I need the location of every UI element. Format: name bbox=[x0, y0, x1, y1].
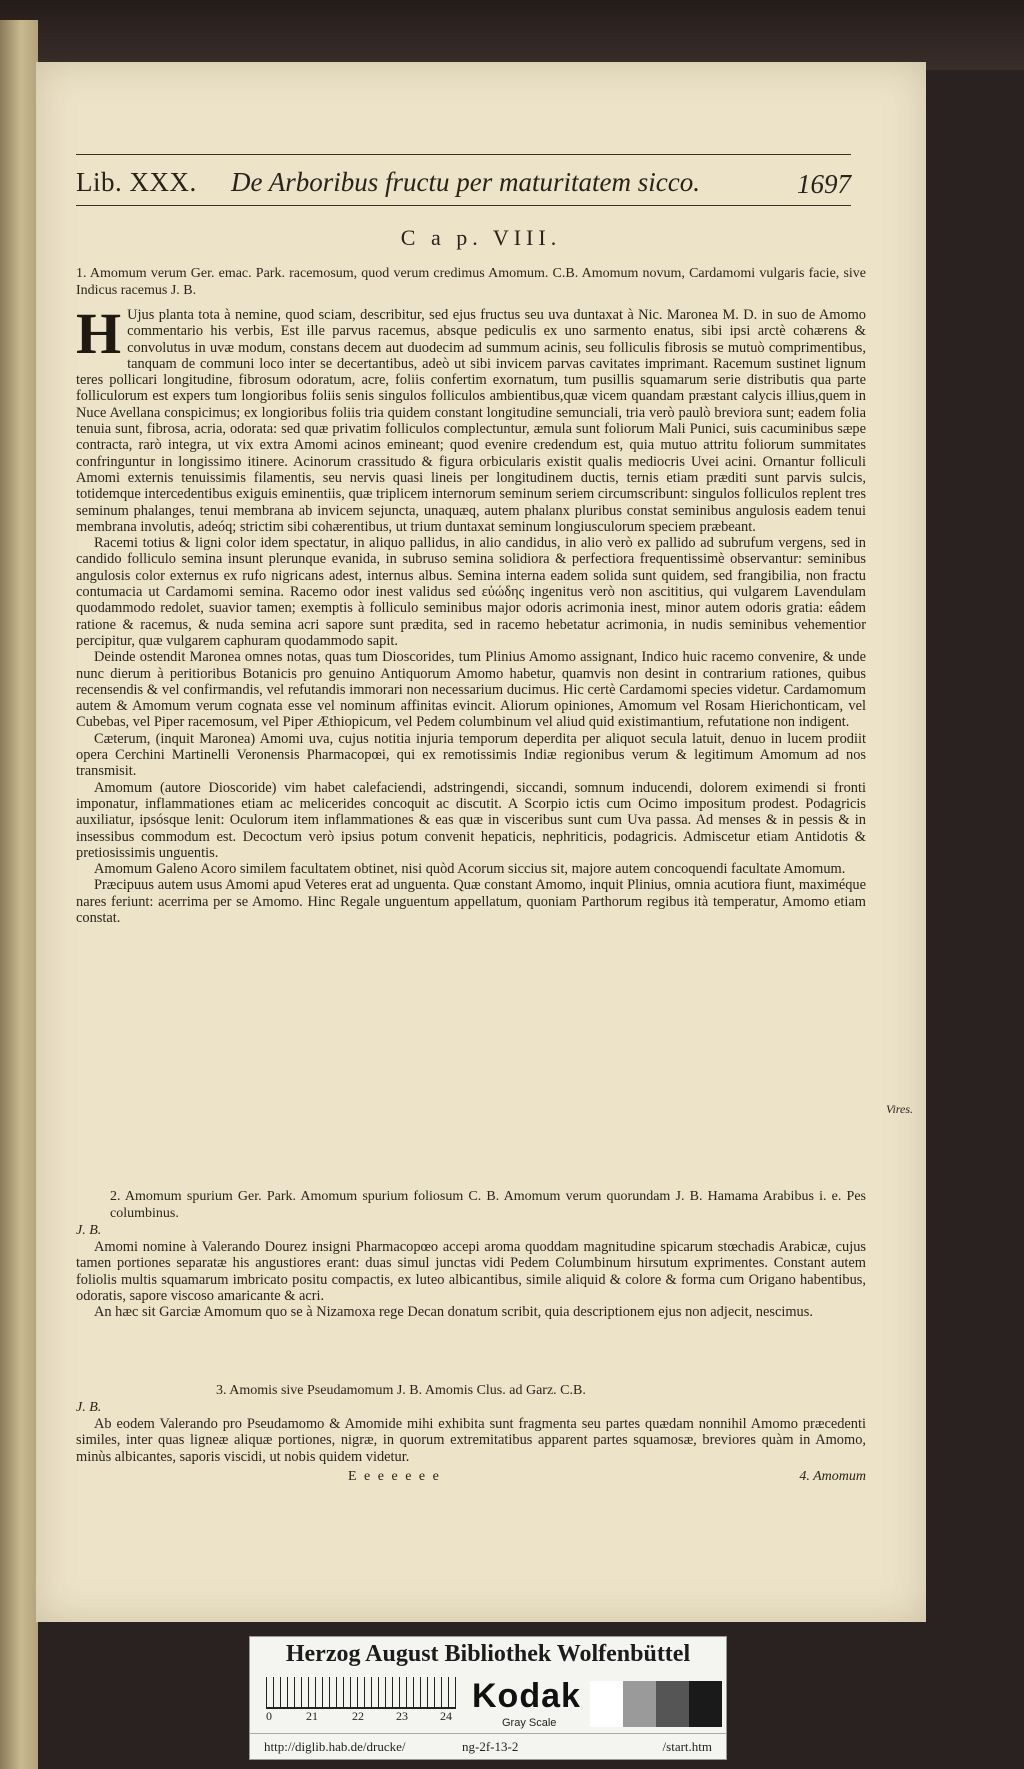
book-number: Lib. XXX. bbox=[76, 167, 197, 197]
ruler-number: 0 bbox=[266, 1709, 272, 1723]
library-color-card bbox=[249, 1636, 727, 1760]
running-title: De Arboribus fructu per maturitatem sicco. bbox=[231, 167, 700, 197]
chapter-heading: C a p. VIII. bbox=[400, 225, 562, 250]
section-1-paragraph-1: H Ujus planta tota à nemine, quod sciam, describitur, sed ejus fructus seu uva duntaxat à Nic. Maronea M. D. in suo de Amomo commentario his verbis, Est ille parvus racemus, absque pediculis ex uno sarmento enatus, sibi ipsi arctè cohærens & convolutus in uvæ modum, constans decem aut duodecim ad summum acinis, seu folliculis fibrosis se mutuò comprimentibus, tanquam de communi loco inter se decertantibus, adeò ut sibi invicem parvas cavitates imprimant. Racemum sustinet lignum teres pollicari longitudine, fibrosum odoratum, acre, foliis confertim exornatum, tum pusillis squamarum serie distributis qua parte folliculorum est expers tum longioribus foliis senis singulos folliculos ambientibus,quæ vicem quandam præstant calycis illius,quem in Nuce Avellana conspicimus; ex longioribus foliis tria quidem constant longitudine semunciali, tria verò paulò breviora sunt; eadem folia tenuia sunt, fibrosa, acria, odorata: sed quæ privatim folliculos complectuntur, æmula sunt foliorum Mali Punici, suis cacuminibus sæpe contracta, rarò integra, ut vix extra Amomi acinos emineant; quod evenire credendum est, quia mutuo attritu foliorum summitates confringuntur in longissimo itinere. Acinorum crassitudo & figura orbicularis existit qualis mediocris Uvei acini. Ornantur folliculi Amomi externis tenuissimis filamentis, seu nervis quasi lineis per longitudinem ductis, ternis etiam præditi sunt parvis sulcis, totidemque intercedentibus exiguis eminentiis, quæ triplicem internorum seminum seriem circumscribunt: singulos folliculos replent tres seminum phalanges, tenui membrana ab invicem sejuncta, unaquæq, autem phalanx pluribus constat seminibus angulosis eadem tenui membrana involutis, adeóq; strictim sibi cohærentibus, ut trium duntaxat seminum longiusculorum speciem præbeant. bbox=[76, 301, 866, 535]
scale-ruler bbox=[266, 1677, 456, 1709]
section-1 bbox=[76, 265, 866, 926]
section-2 bbox=[76, 1188, 866, 1320]
gray-scale-label: Gray Scale bbox=[502, 1717, 557, 1729]
section-2-paragraph-1: Amomi nomine à Valerando Dourez insigni Pharmacopœo accepi aroma quoddam magnitudine spicarum stœchadis Arabicæ, cujus tamen portiones separatæ his angustiores erant: duas simul junctas vidi Pedem Columbinum hirsutum exprimentes. Constant autem foliolis multis squamarum imbricato positu compactis, ex luteo albicantibus, simile aliquid & colore & forma cum Origano habentibus, odoratis, sapore viscoso amaricante & acri. bbox=[76, 1239, 866, 1304]
scan-background bbox=[0, 0, 1024, 70]
section-2-synonyms: 2. Amomum spurium Ger. Park. Amomum spurium foliosum C. B. Amomum verum quorundam J. B. Hamama Arabibus i. e. Pes columbinus. bbox=[110, 1189, 866, 1221]
catchword: 4. Amomum bbox=[799, 1469, 866, 1484]
section-3-synonyms: 3. Amomis sive Pseudamomum J. B. Amomis Clus. ad Garz. C.B. bbox=[216, 1383, 586, 1398]
gray-swatch bbox=[656, 1681, 689, 1727]
section-3-author: J. B. bbox=[76, 1400, 102, 1415]
gray-swatch bbox=[590, 1681, 623, 1727]
page-number: 1697 bbox=[797, 169, 851, 199]
signature-mark: E e e e e e e bbox=[348, 1469, 441, 1484]
margin-note-vires: Vires. bbox=[886, 1102, 913, 1116]
section-1-synonyms: 1. Amomum verum Ger. emac. Park. racemosum, quod verum credimus Amomum. C.B. Amomum novum, Cardamomi vulgaris facie, sive Indicus racemus J. B. bbox=[76, 266, 866, 298]
ruler-number: 23 bbox=[396, 1709, 408, 1723]
drop-cap: H bbox=[76, 301, 122, 366]
kodak-logo: Kodak bbox=[472, 1677, 581, 1715]
previous-page-edge bbox=[0, 20, 38, 1769]
section-3-paragraph-1: Ab eodem Valerando pro Pseudamomo & Amomide mihi exhibita sunt fragmenta seu partes quædam nonnihil Amomo præcedenti similes, inter quas ligneæ aliquæ portiones, nigræ, in quorum extremitatibus apparent partes squamosæ, breviores quàm in Amomo, minùs albicantes, saporis viscidi, ut nobis quidem videtur. bbox=[76, 1416, 866, 1465]
ruler-number: 21 bbox=[306, 1709, 318, 1723]
section-1-paragraph-7: Præcipuus autem usus Amomi apud Veteres erat ad unguenta. Quæ constant Amomo, inquit Plinius, omnia acutiora fiunt, maximéque nares feriunt: acerrima per se Amomo. Hinc Regale unguentum appellatum, quoniam Parthorum regibus ità temperatur, Amomo etiam constat. bbox=[76, 877, 866, 926]
section-1-paragraph-5: Amomum (autore Dioscoride) vim habet calefaciendi, adstringendi, siccandi, somnum inducendi, dolorem eximendi si fronti imponatur, inflammationes etiam ac melicerides concoquit ac discutit. A Scorpio ictis cum Ocimo impositum prodest. Podagricis auxiliatur, ipsósque lenit: Oculorum item inflammationes & eas quæ in visceribus sunt cum Uva passa. Ad menses & in pessis & in insessibus commodum est. Decoctum verò ipsius potum convenit hepaticis, nephriticis, podagricis. Admiscetur etiam Antidotis & pretiosissimis unguentis. bbox=[76, 779, 866, 861]
ruler-number: 24 bbox=[440, 1709, 452, 1723]
card-footer bbox=[250, 1733, 726, 1758]
book-page bbox=[36, 62, 926, 1622]
library-name: Herzog August Bibliothek Wolfenbüttel bbox=[285, 1641, 691, 1667]
section-2-author: J. B. bbox=[76, 1223, 102, 1238]
gray-swatch bbox=[623, 1681, 656, 1727]
ruler-number: 22 bbox=[352, 1709, 364, 1723]
section-1-paragraph-4: Cæterum, (inquit Maronea) Amomi uva, cujus notitia injuria temporum deperdita per aliquot secula latuit, denuo in lucem prodiit opera Cerchini Martinelli Veronensis Pharmacopœi, qui ex remotissimis Indiæ regionibus verum & legitimum Amomum ad nos transmisit. bbox=[76, 730, 866, 780]
running-head bbox=[76, 154, 851, 206]
start-link: /start.htm bbox=[662, 1739, 712, 1754]
section-1-paragraph-2: Racemi totius & ligni color idem spectatur, in aliquo pallidus, in alio candidus, in alio verò ex pallido ad subrufum vergens, sed in candido folliculo semina insunt plerunque evanida, in subruso semina solidiora & perfectiora frequentissimè observantur: seminibus angulosis color externus ex rufo nigricans adest, internus albus. Semina interna eadem solida sunt quidem, sed frangibilia, non fractu contumacia ut Cardamomi semina. Racemo odor inest validus sed εὐώδης ingenitus verò non ascititius, qui vulgarem Lavendulam quodammodo redolet, suavior tamen; exemptis à folliculo seminibus major odoris acrimonia inest, minor autem odoris gratia: eâdem ratione & racemus, & nuda semina acri sapore sunt prædita, sed in racemo hebetatur acrimonia, in nudis seminibus vehementior percipitur, quæ vulgarem caphuram quodammodo sapit. bbox=[76, 535, 866, 649]
gray-swatch bbox=[689, 1681, 722, 1727]
section-1-paragraph-3: Deinde ostendit Maronea omnes notas, quas tum Dioscorides, tum Plinius Amomo assignant, Indico huic racemo convenire, & unde nunc dierum à peritioribus Botanicis pro genuino Antiquorum Amomo habetur, quamvis non desint in contrarium rationes, quibus recensendis & vel confirmandis, vel refutandis immorari non necessarium ducimus. Hic certè Cardamomi species videtur. Cardamomum autem & Amomum verum cognata esse vel nominum affinitas evincit. Aliorum opiniones, Amomum vel Rosam Hierichonticam, vel Cubebas, vel Piper racemosum, vel Piper Æthiopicum, vel Pedem columbinum vel aliud quid existimantium, refutatione non indigent. bbox=[76, 649, 866, 731]
section-3 bbox=[76, 1382, 866, 1465]
source-url: http://diglib.hab.de/drucke/ bbox=[264, 1739, 406, 1754]
section-2-paragraph-2: An hæc sit Garciæ Amomum quo se à Nizamoxa rege Decan donatum scribit, quia descriptionem ejus non adjecit, nescimus. bbox=[94, 1304, 813, 1321]
shelfmark: ng-2f-13-2 bbox=[462, 1739, 519, 1754]
section-1-paragraph-6: Amomum Galeno Acoro similem facultatem obtinet, nisi quòd Acorum siccius sit, majore autem concoquendi facultate Amomum. bbox=[94, 861, 846, 878]
